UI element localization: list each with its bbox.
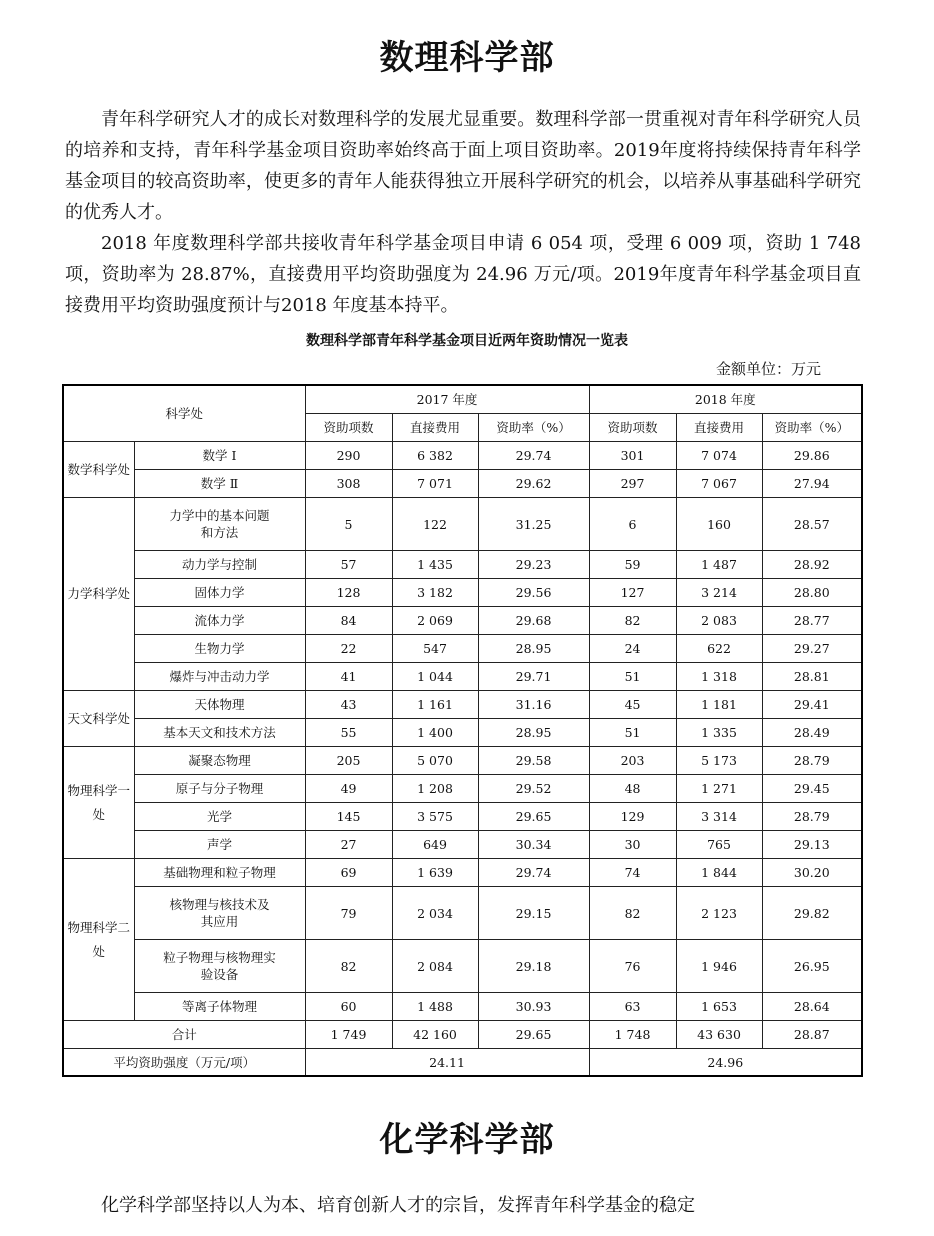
cell: 29.15 <box>478 887 589 940</box>
cell: 31.16 <box>478 691 589 719</box>
table-row <box>63 719 862 747</box>
cell: 82 <box>589 607 676 635</box>
cell: 1 487 <box>676 551 762 579</box>
cell: 29.68 <box>478 607 589 635</box>
cell: 2 034 <box>392 887 478 940</box>
row-name: 基础物理和粒子物理 <box>134 859 305 887</box>
total-row <box>63 1021 862 1049</box>
cell: 29.82 <box>762 887 862 940</box>
row-name: 天体物理 <box>134 691 305 719</box>
cell: 42 160 <box>392 1021 478 1049</box>
row-name: 力学中的基本问题和方法 <box>134 498 305 551</box>
cell: 2 123 <box>676 887 762 940</box>
row-name: 动力学与控制 <box>134 551 305 579</box>
row-name: 凝聚态物理 <box>134 747 305 775</box>
cell: 82 <box>305 940 392 993</box>
cell: 5 <box>305 498 392 551</box>
cell: 3 182 <box>392 579 478 607</box>
group-cell: 力学科学处 <box>63 498 134 691</box>
cell: 5 070 <box>392 747 478 775</box>
row-name: 核物理与核技术及其应用 <box>134 887 305 940</box>
cell: 28.79 <box>762 747 862 775</box>
cell: 28.87 <box>762 1021 862 1049</box>
row-name: 数学 Ⅰ <box>134 442 305 470</box>
corner-header: 科学处 <box>63 385 305 442</box>
cell: 41 <box>305 663 392 691</box>
cell: 84 <box>305 607 392 635</box>
row-name: 流体力学 <box>134 607 305 635</box>
cell: 30.20 <box>762 859 862 887</box>
cell: 145 <box>305 803 392 831</box>
chemistry-paragraph: 化学科学部坚持以人为本、培育创新人才的宗旨，发挥青年科学基金的稳定 <box>101 1195 695 1216</box>
table-row <box>63 551 862 579</box>
table-row <box>63 993 862 1021</box>
cell: 1 844 <box>676 859 762 887</box>
subheader-cell: 资助项数 <box>305 414 392 442</box>
cell: 1 318 <box>676 663 762 691</box>
cell: 1 639 <box>392 859 478 887</box>
row-name: 等离子体物理 <box>134 993 305 1021</box>
cell: 1 748 <box>589 1021 676 1049</box>
table-row <box>63 775 862 803</box>
subheader-cell: 资助率（%） <box>762 414 862 442</box>
row-name: 粒子物理与核物理实验设备 <box>134 940 305 993</box>
cell: 547 <box>392 635 478 663</box>
cell: 74 <box>589 859 676 887</box>
cell: 7 074 <box>676 442 762 470</box>
cell: 55 <box>305 719 392 747</box>
row-name: 固体力学 <box>134 579 305 607</box>
cell: 29.58 <box>478 747 589 775</box>
average-label: 平均资助强度（万元/项） <box>63 1049 305 1077</box>
cell: 29.65 <box>478 803 589 831</box>
cell: 5 173 <box>676 747 762 775</box>
cell: 30.34 <box>478 831 589 859</box>
cell: 765 <box>676 831 762 859</box>
table-header-row <box>63 385 862 414</box>
cell: 48 <box>589 775 676 803</box>
cell: 28.80 <box>762 579 862 607</box>
cell: 28.79 <box>762 803 862 831</box>
group-cell: 天文科学处 <box>63 691 134 747</box>
row-name: 光学 <box>134 803 305 831</box>
cell: 29.41 <box>762 691 862 719</box>
cell: 205 <box>305 747 392 775</box>
subheader-cell: 资助项数 <box>589 414 676 442</box>
cell: 1 653 <box>676 993 762 1021</box>
cell: 30.93 <box>478 993 589 1021</box>
cell: 6 <box>589 498 676 551</box>
cell: 43 <box>305 691 392 719</box>
cell: 2 083 <box>676 607 762 635</box>
cell: 297 <box>589 470 676 498</box>
cell: 649 <box>392 831 478 859</box>
cell: 28.95 <box>478 719 589 747</box>
average-row <box>63 1049 862 1077</box>
cell: 29.65 <box>478 1021 589 1049</box>
subheader-cell: 直接费用 <box>392 414 478 442</box>
cell: 28.81 <box>762 663 862 691</box>
subheader-cell: 直接费用 <box>676 414 762 442</box>
cell: 45 <box>589 691 676 719</box>
cell: 3 214 <box>676 579 762 607</box>
table-row <box>63 607 862 635</box>
table-row <box>63 887 862 940</box>
row-name: 爆炸与冲击动力学 <box>134 663 305 691</box>
cell: 26.95 <box>762 940 862 993</box>
cell: 1 435 <box>392 551 478 579</box>
cell: 69 <box>305 859 392 887</box>
cell: 29.56 <box>478 579 589 607</box>
table-row <box>63 442 862 470</box>
funding-table <box>62 384 863 1077</box>
cell: 2 069 <box>392 607 478 635</box>
cell: 1 271 <box>676 775 762 803</box>
table-row <box>63 747 862 775</box>
cell: 29.52 <box>478 775 589 803</box>
cell: 31.25 <box>478 498 589 551</box>
cell: 60 <box>305 993 392 1021</box>
cell: 160 <box>676 498 762 551</box>
cell: 203 <box>589 747 676 775</box>
cell: 622 <box>676 635 762 663</box>
table-row <box>63 579 862 607</box>
cell: 29.86 <box>762 442 862 470</box>
cell: 3 575 <box>392 803 478 831</box>
cell: 7 071 <box>392 470 478 498</box>
cell: 290 <box>305 442 392 470</box>
cell: 28.57 <box>762 498 862 551</box>
table-row <box>63 940 862 993</box>
cell: 49 <box>305 775 392 803</box>
cell: 28.92 <box>762 551 862 579</box>
cell: 29.23 <box>478 551 589 579</box>
cell: 43 630 <box>676 1021 762 1049</box>
cell: 7 067 <box>676 470 762 498</box>
row-name: 基本天文和技术方法 <box>134 719 305 747</box>
table-row <box>63 859 862 887</box>
cell: 1 749 <box>305 1021 392 1049</box>
cell: 29.18 <box>478 940 589 993</box>
cell: 30 <box>589 831 676 859</box>
cell: 29.62 <box>478 470 589 498</box>
section-title: 数理科学部 <box>379 38 555 78</box>
group-cell: 物理科学一处 <box>63 747 134 859</box>
table-row <box>63 663 862 691</box>
row-name: 原子与分子物理 <box>134 775 305 803</box>
table-row <box>63 831 862 859</box>
row-name: 生物力学 <box>134 635 305 663</box>
cell: 27 <box>305 831 392 859</box>
cell: 28.95 <box>478 635 589 663</box>
cell: 29.27 <box>762 635 862 663</box>
cell: 29.74 <box>478 859 589 887</box>
section-title: 化学科学部 <box>379 1120 555 1160</box>
cell: 6 382 <box>392 442 478 470</box>
intro-paragraph: 青年科学研究人才的成长对数理科学的发展尤显重要。数理科学部一贯重视对青年科学研究人员的培养和支持，青年科学基金项目资助率始终高于面上项目资助率。2019年度将持续保持青年科学基金项目的较高资助率，使更多的青年人能获得独立开展科学研究的机会，以培养从事基础科学研究的优秀人才。 <box>65 109 861 223</box>
cell: 129 <box>589 803 676 831</box>
average-2017: 24.11 <box>305 1049 589 1077</box>
cell: 57 <box>305 551 392 579</box>
cell: 79 <box>305 887 392 940</box>
cell: 128 <box>305 579 392 607</box>
year-header-2018: 2018 年度 <box>589 385 862 414</box>
cell: 301 <box>589 442 676 470</box>
group-cell: 物理科学二处 <box>63 859 134 1021</box>
table-row <box>63 803 862 831</box>
cell: 122 <box>392 498 478 551</box>
cell: 1 335 <box>676 719 762 747</box>
average-2018: 24.96 <box>589 1049 862 1077</box>
cell: 28.64 <box>762 993 862 1021</box>
stats-paragraph: 2018 年度数理科学部共接收青年科学基金项目申请 6 054 项，受理 6 009 项，资助 1 748 项，资助率为 28.87%，直接费用平均资助强度为 24.96 万元/项。2019年度青年科学基金项目直接费用平均资助强度预计与2018 年度基本持平。 <box>65 233 861 316</box>
cell: 59 <box>589 551 676 579</box>
cell: 29.45 <box>762 775 862 803</box>
cell: 1 488 <box>392 993 478 1021</box>
cell: 51 <box>589 663 676 691</box>
total-label: 合计 <box>63 1021 305 1049</box>
cell: 28.77 <box>762 607 862 635</box>
cell: 127 <box>589 579 676 607</box>
cell: 308 <box>305 470 392 498</box>
row-name: 声学 <box>134 831 305 859</box>
cell: 76 <box>589 940 676 993</box>
group-cell: 数学科学处 <box>63 442 134 498</box>
cell: 63 <box>589 993 676 1021</box>
subheader-cell: 资助率（%） <box>478 414 589 442</box>
table-unit: 金额单位：万元 <box>715 360 821 378</box>
table-row <box>63 691 862 719</box>
cell: 1 946 <box>676 940 762 993</box>
cell: 2 084 <box>392 940 478 993</box>
cell: 51 <box>589 719 676 747</box>
table-row <box>63 498 862 551</box>
cell: 29.74 <box>478 442 589 470</box>
cell: 1 400 <box>392 719 478 747</box>
cell: 1 161 <box>392 691 478 719</box>
cell: 28.49 <box>762 719 862 747</box>
row-name: 数学 Ⅱ <box>134 470 305 498</box>
table-row <box>63 470 862 498</box>
cell: 29.13 <box>762 831 862 859</box>
cell: 29.71 <box>478 663 589 691</box>
cell: 22 <box>305 635 392 663</box>
year-header-2017: 2017 年度 <box>305 385 589 414</box>
cell: 1 208 <box>392 775 478 803</box>
cell: 82 <box>589 887 676 940</box>
cell: 24 <box>589 635 676 663</box>
cell: 1 044 <box>392 663 478 691</box>
cell: 1 181 <box>676 691 762 719</box>
table-caption: 数理科学部青年科学基金项目近两年资助情况一览表 <box>306 333 628 349</box>
table-row <box>63 635 862 663</box>
cell: 27.94 <box>762 470 862 498</box>
cell: 3 314 <box>676 803 762 831</box>
